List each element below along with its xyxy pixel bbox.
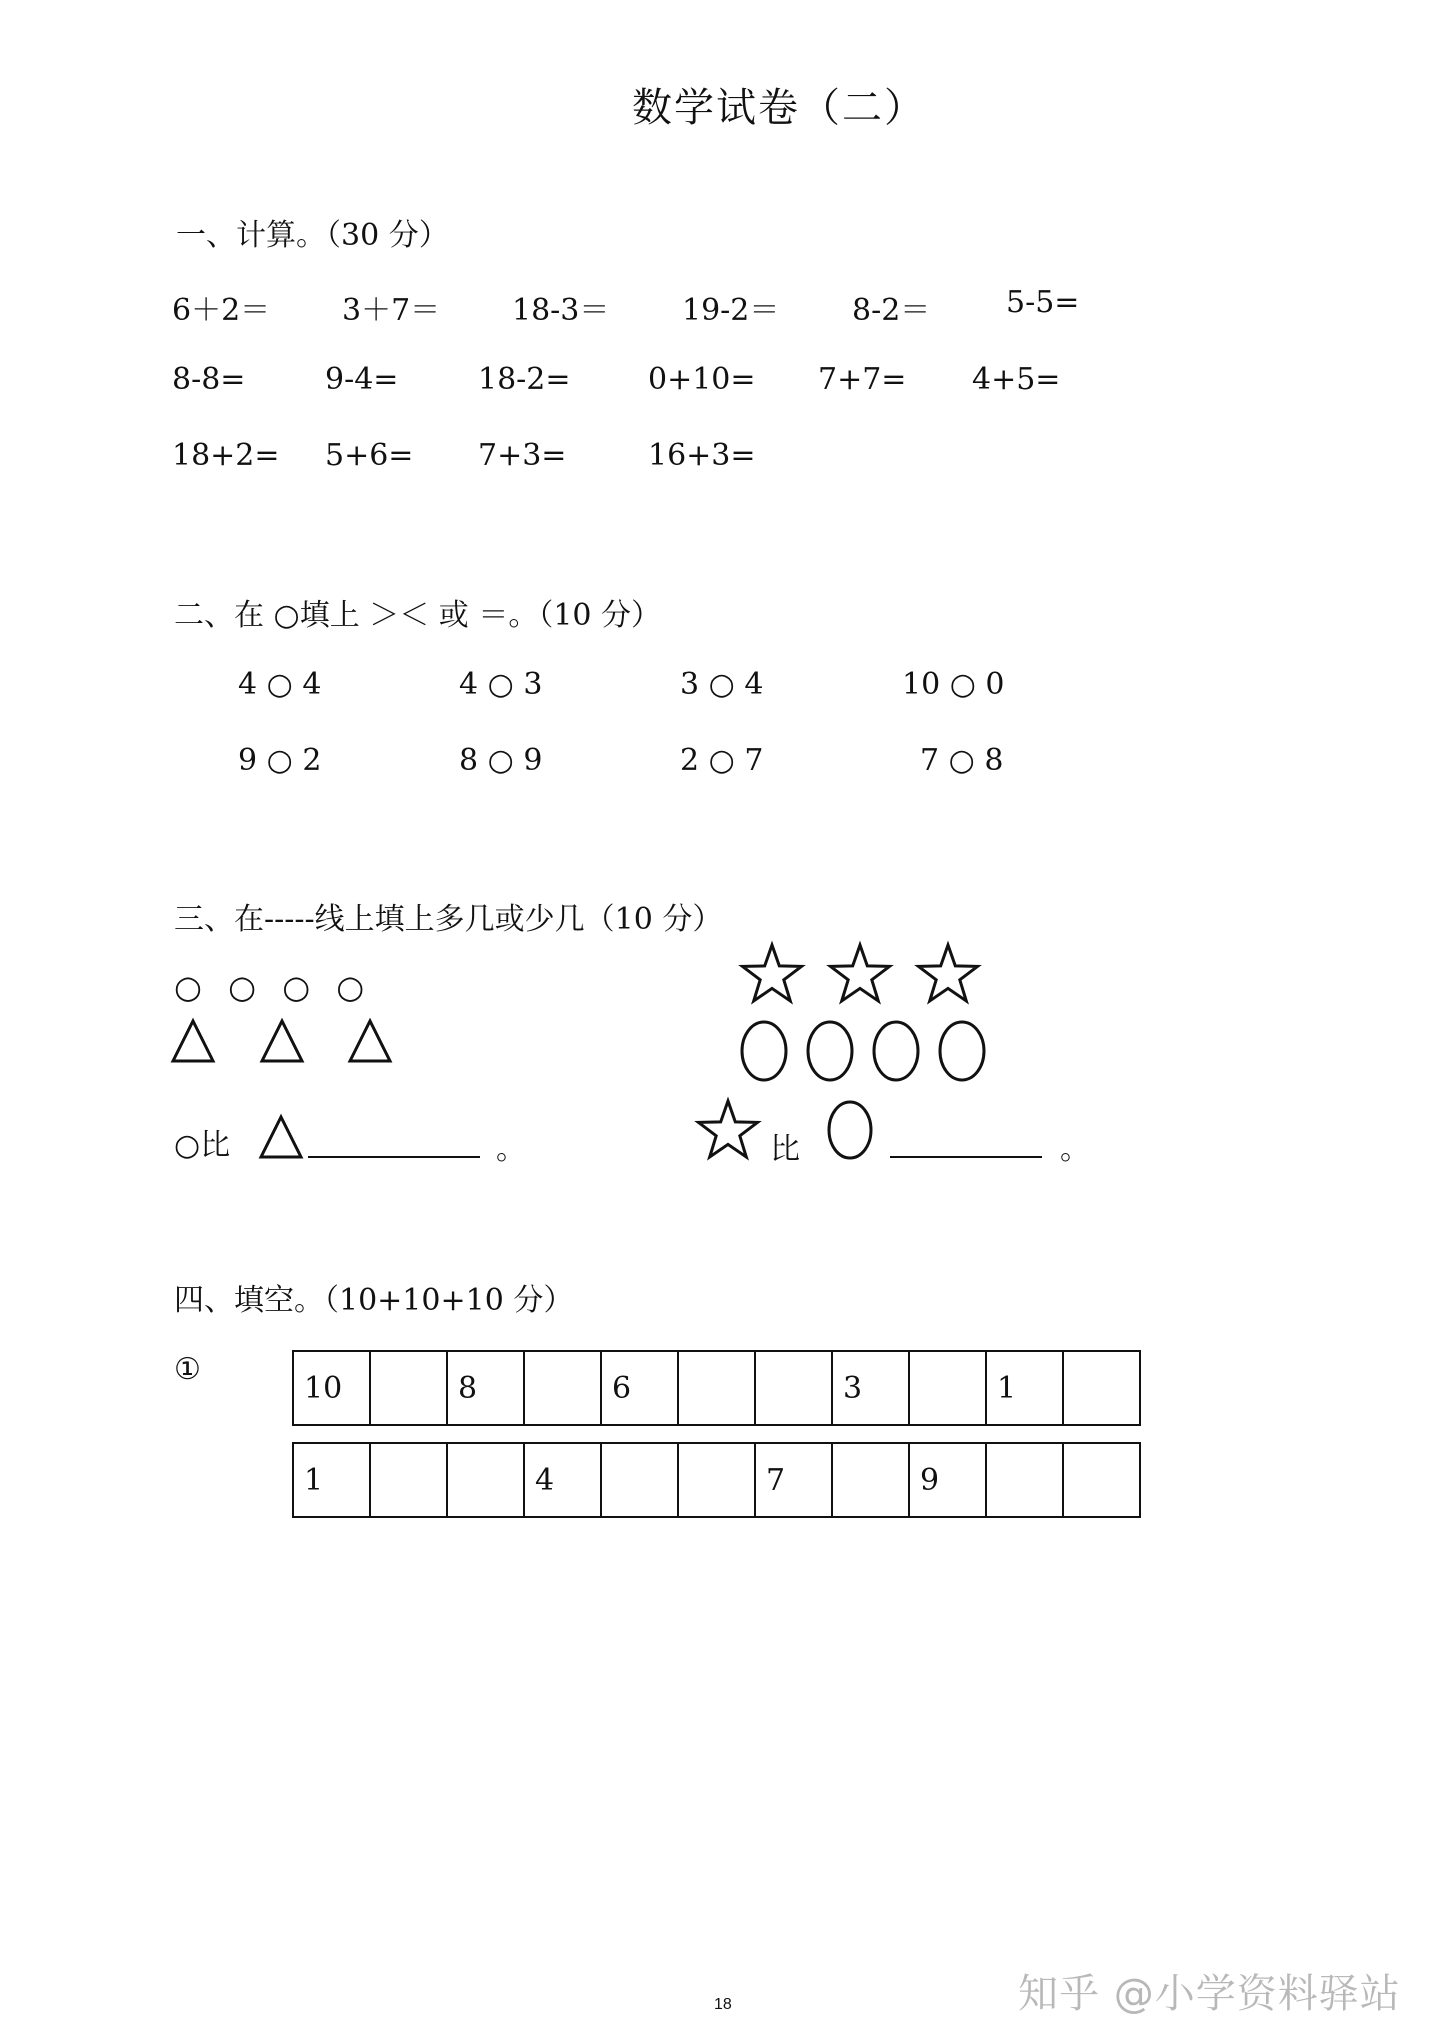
grid-cell-blank[interactable] [909,1351,986,1425]
equation: 5-5= [1006,285,1080,320]
grid-cell: 1 [986,1351,1063,1425]
equation: 19-2＝ [682,293,780,328]
compare-mid-text: 比 [770,1132,800,1167]
grid-cell-blank[interactable] [678,1351,755,1425]
section-2-heading: 二、在 ○填上 ＞＜ 或 ＝。（10 分） [174,598,662,633]
section-3-heading: 三、在-----线上填上多几或少几（10 分） [174,902,723,937]
comparison-item: 4 ○ 3 [459,667,543,702]
grid-cell-blank[interactable] [601,1443,678,1517]
equation: 4+5= [972,362,1061,397]
equation: 16+3= [648,438,756,473]
section-4-heading: 四、填空。（10+10+10 分） [174,1283,574,1318]
grid-cell-blank[interactable] [447,1443,524,1517]
triangle-icon [173,1021,213,1061]
oval-icon [940,1022,984,1080]
comparison-item: 4 ○ 4 [238,667,322,702]
triangle-icon [350,1021,390,1061]
grid-cell-blank[interactable] [1063,1351,1140,1425]
page-title: 数学试卷（二） [632,85,926,131]
stars-row [738,942,988,1006]
equation: 0+10= [648,362,756,397]
grid-cell-blank[interactable] [755,1351,832,1425]
grid-cell-blank[interactable] [986,1443,1063,1517]
grid-cell: 7 [755,1443,832,1517]
watermark: 知乎 @小学资料驿站 [1018,1971,1401,2017]
section-1-heading: 一、计算。（30 分） [176,218,449,253]
grid-cell-blank[interactable] [524,1351,601,1425]
circles-row: ○ ○ ○ ○ [174,968,373,1006]
grid-cell-blank[interactable] [678,1443,755,1517]
oval-icon [874,1022,918,1080]
triangles-row [170,1018,400,1064]
compare-end-text: 。 [1060,1132,1090,1167]
ovals-row [738,1018,988,1084]
equation: 6＋2＝ [172,293,271,328]
star-icon [694,1098,762,1162]
compare-end-text: 。 [496,1132,526,1167]
grid-cell-blank[interactable] [370,1351,447,1425]
oval-icon [826,1098,876,1162]
grid-cell: 3 [832,1351,909,1425]
number-grid-row-1 [292,1350,1141,1426]
equation: 9-4= [325,362,399,397]
equation: 7+3= [478,438,567,473]
compare-lead-text: ○比 [174,1128,231,1163]
equation: 5+6= [325,438,414,473]
comparison-item: 2 ○ 7 [680,743,764,778]
star-icon [743,945,802,1001]
grid-cell-blank[interactable] [370,1443,447,1517]
oval-icon [742,1022,786,1080]
equation: 8-8= [172,362,246,397]
answer-blank-right[interactable] [890,1156,1042,1158]
grid-cell: 6 [601,1351,678,1425]
equation: 8-2＝ [852,293,931,328]
grid-cell: 10 [293,1351,370,1425]
answer-blank-left[interactable] [308,1156,480,1158]
grid-cell-blank[interactable] [832,1443,909,1517]
equation: 18-3＝ [512,293,610,328]
comparison-item: 10 ○ 0 [902,667,1005,702]
grid-cell: 1 [293,1443,370,1517]
grid-cell: 4 [524,1443,601,1517]
grid-cell: 8 [447,1351,524,1425]
oval-icon [808,1022,852,1080]
equation: 18+2= [172,438,280,473]
equation: 3＋7＝ [342,293,441,328]
equation: 18-2= [478,362,571,397]
star-icon [831,945,890,1001]
triangle-icon [262,1021,302,1061]
comparison-item: 9 ○ 2 [238,743,322,778]
comparison-item: 7 ○ 8 [920,743,1004,778]
grid-cell: 9 [909,1443,986,1517]
comparison-item: 3 ○ 4 [680,667,764,702]
page-number: 18 [714,1996,732,2013]
star-icon [919,945,978,1001]
number-grid-row-2 [292,1442,1141,1518]
equation: 7+7= [818,362,907,397]
triangle-icon [258,1114,308,1160]
grid-cell-blank[interactable] [1063,1443,1140,1517]
question-marker: ① [174,1352,201,1387]
comparison-item: 8 ○ 9 [459,743,543,778]
